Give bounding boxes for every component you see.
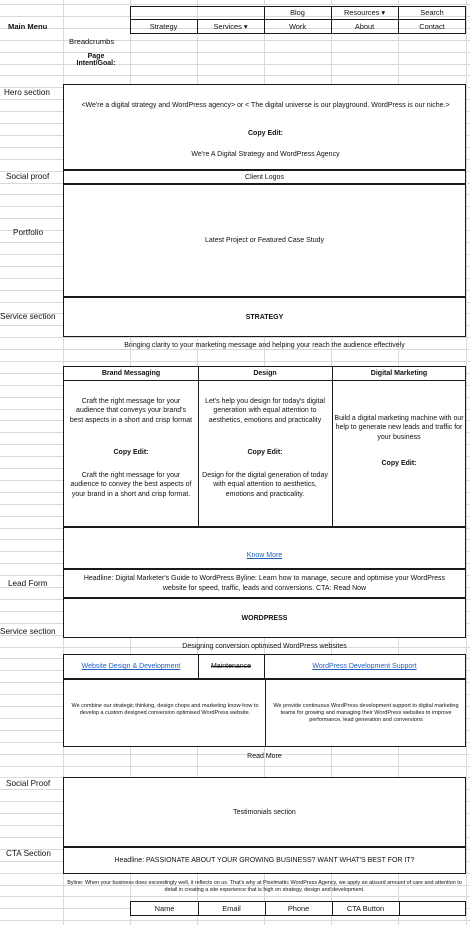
wordpress-title: WORDPRESS	[241, 614, 288, 622]
breadcrumbs: Breadcrumbs	[69, 37, 115, 46]
wp-development-support-link[interactable]: WordPress Development Support	[312, 663, 417, 670]
grid-line	[0, 361, 470, 362]
nav-search[interactable]: Search	[420, 8, 444, 17]
cta-form-row	[130, 901, 466, 916]
portfolio-text: Latest Project or Featured Case Study	[204, 237, 325, 244]
wordpress-links-row	[63, 654, 466, 679]
digital-marketing-copy-edit: Copy Edit:	[381, 460, 417, 467]
nav-divider	[264, 6, 265, 34]
digital-marketing-heading: Digital Marketing	[370, 370, 428, 377]
service-section-2-label: Service section	[0, 627, 56, 636]
social-proof-2-label: Social Proof	[6, 779, 51, 788]
nav-work[interactable]: Work	[288, 22, 307, 31]
hero-headline: We're A Digital Strategy and WordPress Agency	[191, 150, 340, 158]
column-divider	[265, 680, 266, 746]
grid-line	[0, 766, 470, 767]
lead-form-box	[63, 569, 466, 598]
design-body: Let's help you design for today's digital generation with equal attention to aesthetics, emotions and practicality	[205, 398, 325, 424]
nav-divider	[331, 6, 332, 34]
lead-form-text: Headline: Digital Marketer's Guide to WordPress Byline: Learn how to manage, secure and optimise your WordPress website for speed, traffic, leads and conversions. CTA: Read Now	[83, 575, 446, 592]
testimonials-box	[63, 777, 466, 847]
maintenance-link-cell	[198, 655, 264, 678]
portfolio-label: Portfolio	[13, 228, 44, 237]
nav-divider	[197, 19, 198, 34]
column-divider	[399, 902, 400, 915]
cta-name-field[interactable]: Name	[154, 904, 175, 913]
digital-marketing-body: Build a digital marketing machine with our help to generate new leads and traffic for your business	[334, 415, 464, 441]
wp-desc-left: We combine our strategic thinking, design chops and marketing know-how to develop a custom designed conversion optimised WordPress website.	[71, 703, 259, 717]
grid-line	[0, 4, 470, 5]
wp-support-link-cell	[264, 655, 465, 678]
brand-messaging-body: Craft the right message for your audience that conveys your brand's best aspects in a short and crisp format	[69, 398, 193, 424]
nav-strategy[interactable]: Strategy	[149, 22, 178, 31]
strategy-columns	[63, 366, 466, 527]
nav-resources[interactable]: Resources ▾	[343, 8, 386, 17]
hero-box	[63, 84, 466, 170]
cta-button[interactable]: CTA Button	[346, 904, 385, 913]
nav-contact[interactable]: Contact	[419, 22, 445, 31]
testimonials-text: Testimonials section	[233, 808, 296, 816]
design-edit-body: Design for the digital generation of today with equal attention to aesthetics, emotions and practicality.	[202, 472, 328, 498]
strategy-header-line	[64, 380, 465, 381]
read-more[interactable]: Read More	[247, 752, 282, 760]
hero-text: <We're a digital strategy and WordPress agency> or < The digital universe is our playground. WordPress is our niche.>	[81, 102, 450, 110]
wordpress-tagline: Designing conversion optimised WordPress websites	[182, 643, 347, 650]
wordpress-title-box	[63, 598, 466, 638]
nav-divider	[398, 6, 399, 34]
design-copy-edit: Copy Edit:	[247, 449, 283, 456]
lead-form-label: Lead Form	[8, 579, 48, 588]
grid-line	[0, 337, 470, 338]
social-proof-label: Social proof	[6, 172, 50, 181]
column-divider	[198, 367, 199, 526]
nav-divider	[264, 19, 466, 20]
know-more-link[interactable]: Know More	[246, 551, 283, 559]
strategy-title: STRATEGY	[245, 313, 284, 321]
brand-messaging-heading: Brand Messaging	[101, 370, 161, 377]
strategy-tagline: Bringing clarity to your marketing message and helping your reach the audience effectively	[124, 342, 405, 349]
cta-headline: Headline: PASSIONATE ABOUT YOUR GROWING BUSINESS? WANT WHAT'S BEST FOR IT?	[114, 857, 415, 864]
brand-messaging-copy-edit: Copy Edit:	[113, 449, 149, 456]
grid-line	[0, 920, 470, 921]
cta-headline-box	[63, 847, 466, 874]
cta-byline: Byline: When your business does exceedingly well, it reflects on us. That's why at Pixelmattic WordPress Agency, we apply an absurd amount of care and attention to detail in creating a site experience that is high on strategy, design and development.	[67, 879, 462, 893]
hero-section-label: Hero section	[4, 88, 50, 97]
main-menu-label: Main Menu	[8, 22, 48, 31]
nav-about[interactable]: About	[354, 22, 375, 31]
maintenance-link[interactable]: Maintenance	[210, 663, 252, 670]
cta-email-field[interactable]: Email	[222, 904, 241, 913]
brand-messaging-edit-body: Craft the right message for your audience to convey the best aspects of your brand in a short and crisp format.	[70, 472, 192, 498]
website-design-link-cell	[64, 655, 198, 678]
nav-services[interactable]: Services ▾	[213, 22, 248, 31]
page-intent: Page Intent/Goal:	[76, 53, 116, 67]
strategy-title-box	[63, 297, 466, 337]
cta-section-label: CTA Section	[6, 849, 51, 858]
website-design-link[interactable]: Website Design & Development	[81, 663, 181, 670]
know-more-box	[63, 527, 466, 569]
cta-phone-field[interactable]: Phone	[287, 904, 310, 913]
service-section-label: Service section	[0, 312, 56, 321]
grid-line	[466, 0, 467, 925]
client-logos-text: Client Logos	[245, 173, 284, 181]
hero-copy-edit-label: Copy Edit:	[248, 129, 283, 137]
column-divider	[332, 367, 333, 526]
client-logos-box	[63, 170, 466, 184]
grid-line	[0, 75, 470, 76]
portfolio-box	[63, 184, 466, 297]
design-heading: Design	[253, 370, 277, 377]
wordpress-desc-row	[63, 679, 466, 747]
wp-desc-right: We provide continuous WordPress development support to digital marketing teams for growing and managing their WordPress websites to improve performance, lead generation and conversions	[273, 703, 459, 724]
nav-blog[interactable]: Blog	[290, 8, 305, 17]
